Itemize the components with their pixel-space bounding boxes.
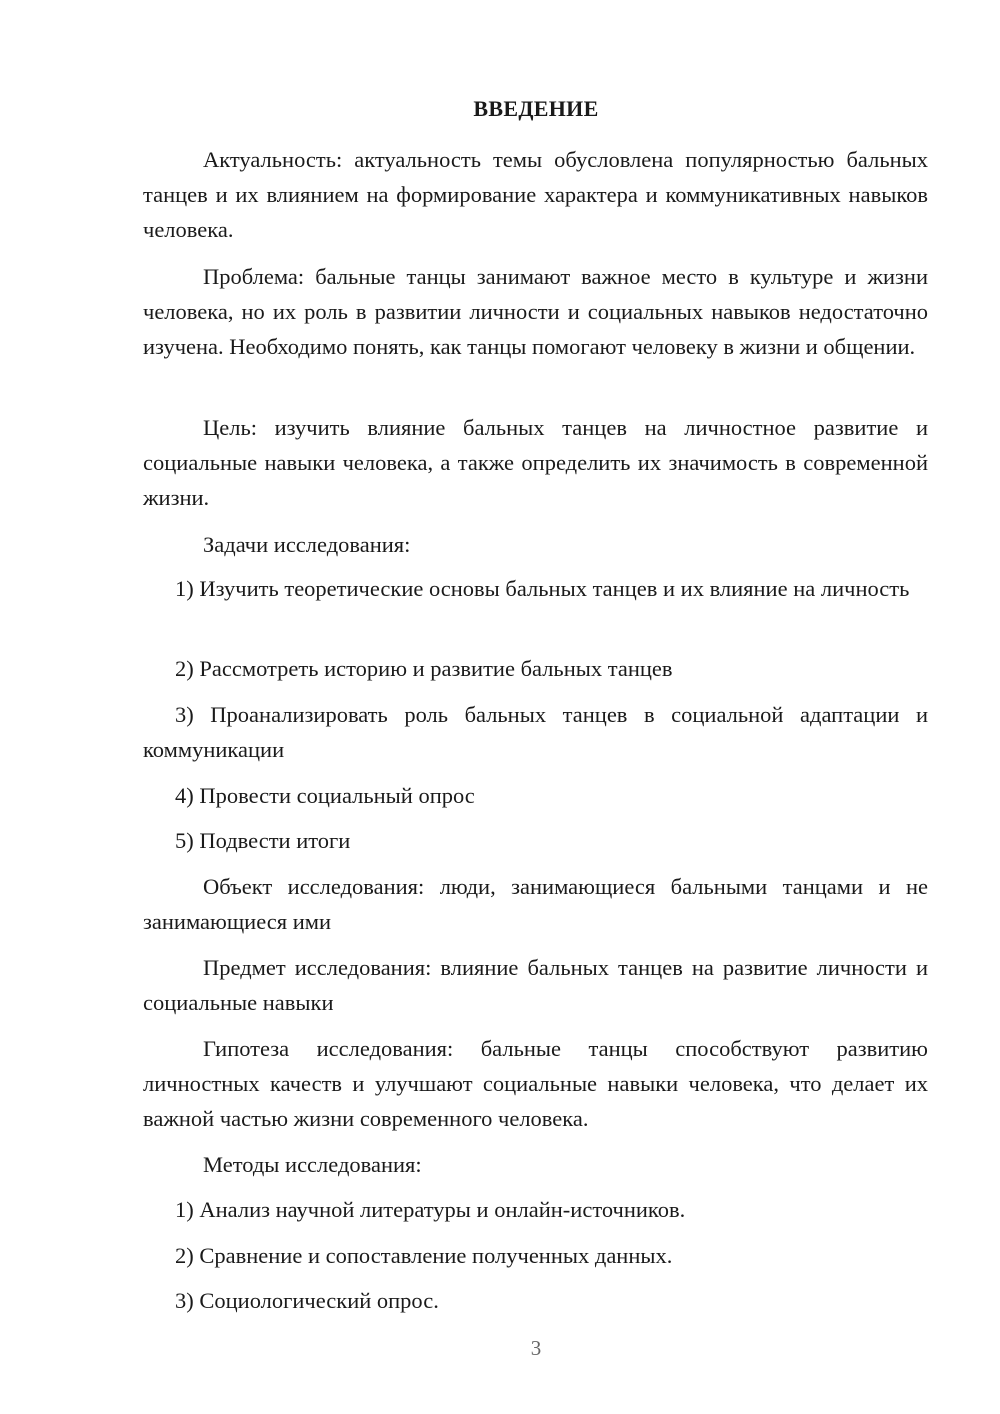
method-item: 3) Социологический опрос. <box>175 1288 439 1313</box>
page-number: 3 <box>530 1336 542 1360</box>
relevance-paragraph: Актуальность: актуальность темы обусловлена популярностью бальных танцев и их влиянием на формирование характера и коммуникативных навыков человека. <box>143 147 928 242</box>
goal-paragraph: Цель: изучить влияние бальных танцев на личностное развитие и социальные навыки человека, а также определить их значимость в современной жизни. <box>143 415 928 510</box>
task-item: 1) Изучить теоретические основы бальных танцев и их влияние на личность <box>175 576 910 601</box>
method-item: 2) Сравнение и сопоставление полученных данных. <box>175 1243 673 1268</box>
object-paragraph: Объект исследования: люди, занимающиеся бальными танцами и не занимающиеся ими <box>143 874 928 934</box>
hypothesis-paragraph: Гипотеза исследования: бальные танцы способствуют развитию личностных качеств и улучшают социальные навыки человека, что делает их важной частью жизни современного человека. <box>143 1036 928 1131</box>
method-item: 1) Анализ научной литературы и онлайн-источников. <box>175 1197 686 1222</box>
task-item: 2) Рассмотреть историю и развитие бальных танцев <box>175 656 673 681</box>
task-item: 4) Провести социальный опрос <box>175 783 475 808</box>
subject-paragraph: Предмет исследования: влияние бальных танцев на развитие личности и социальные навыки <box>143 955 928 1015</box>
task-item: 3) Проанализировать роль бальных танцев в социальной адаптации и коммуникации <box>143 702 928 762</box>
section-title: ВВЕДЕНИЕ <box>473 96 599 121</box>
methods-heading: Методы исследования: <box>203 1152 422 1177</box>
task-item: 5) Подвести итоги <box>175 828 351 853</box>
problem-paragraph: Проблема: бальные танцы занимают важное место в культуре и жизни человека, но их роль в развитии личности и социальных навыков недостаточно изучена. Необходимо понять, как танцы помогают человеку в жизни и общении. <box>143 264 928 359</box>
tasks-heading: Задачи исследования: <box>203 532 411 557</box>
